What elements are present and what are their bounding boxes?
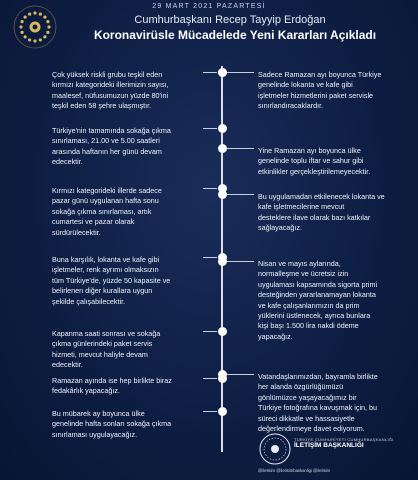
- timeline-dot: [218, 144, 227, 153]
- left-item: [52, 376, 172, 397]
- right-item: [258, 70, 381, 112]
- left-item: [52, 409, 171, 440]
- left-item-line: Bu mübarek ay boyunca ülke: [52, 409, 145, 418]
- left-item: [52, 70, 169, 112]
- left-item-line: arasında haftanın her günü devam: [52, 146, 162, 156]
- president-name: Cumhurbaşkanı Recep Tayyip Erdoğan: [134, 14, 326, 26]
- org-name: [294, 437, 394, 449]
- right-item-line: Nisan ve mayıs aylarında,: [258, 259, 341, 268]
- timeline-dot: [218, 124, 227, 133]
- left-item-line: pazar günü uygulanan hafta sonu: [52, 196, 159, 206]
- timeline-connector: [227, 194, 254, 195]
- left-item-line: genelinde hafta sonları sokağa çıkma: [52, 419, 172, 429]
- right-item-line: ve kafe çalışanlarımızın da prim: [258, 300, 360, 310]
- social-handles: @iletisim @iletisimbaskanligi @iletisim: [258, 468, 331, 473]
- left-item: [52, 329, 160, 371]
- left-item-line: işletmeler, renk ayrımı olmaksızın: [52, 265, 159, 275]
- timeline-connector: [203, 378, 217, 379]
- left-item-line: teşkil eden 58 şehre ulaşmıştır.: [52, 101, 152, 111]
- timeline-connector: [227, 148, 254, 149]
- right-item-line: Sadece Ramazan ayı boyunca Türkiye: [258, 70, 382, 79]
- left-item-line: Çok yüksek riskli grubu teşkil eden: [52, 70, 163, 79]
- right-item-line: genelinde lokanta ve kafe gibi: [258, 80, 353, 90]
- right-item-line: Yine Ramazan ayı boyunca ülke: [258, 146, 361, 155]
- circular-emblem-icon: [258, 432, 292, 466]
- timeline-connector: [227, 72, 254, 73]
- right-item-line: genelinde toplu iftar ve sahur gibi: [258, 156, 364, 166]
- star-emblem-icon: [12, 4, 58, 50]
- date-label: 29 MART 2021 PAZARTESİ: [152, 3, 266, 10]
- org-line-2: İLETİŞİM BAŞKANLIĞI: [294, 442, 364, 449]
- left-item: [52, 126, 171, 168]
- right-item-line: süreci dikkatle ve hassasiyetle: [258, 413, 355, 423]
- left-item: [52, 186, 162, 238]
- right-item-line: Vatandaşlarımızdan, bayramla birlikte: [258, 372, 378, 381]
- left-item-line: sınırlaması, 21.00 ve 5.00 saatleri: [52, 136, 160, 146]
- left-item-line: şekilde çalışabilecektir.: [52, 296, 126, 306]
- timeline-connector: [227, 374, 254, 375]
- timeline-dot: [218, 190, 227, 199]
- right-item: [258, 372, 378, 434]
- left-item-line: sokağa çıkma sınırlaması, artık: [52, 206, 152, 216]
- left-item-line: Kapanma saati sonrası ve sokağa: [52, 329, 161, 338]
- right-item-line: her alanda özgürlüğümüzü: [258, 382, 344, 392]
- timeline-dot: [218, 327, 227, 336]
- left-item-line: Buna karşılık, lokanta ve kafe gibi: [52, 255, 160, 264]
- left-item-line: Ramazan ayında ise hep birlikte biraz: [52, 376, 172, 385]
- timeline-connector: [203, 128, 217, 129]
- right-item-line: Bu uygulamadan etkilenecek lokanta ve: [258, 192, 385, 201]
- org-line-1: TÜRKİYE CUMHURİYETİ CUMHURBAŞKANLIĞI: [294, 437, 394, 442]
- right-item-line: desteklere ilave olarak bazı katkılar: [258, 212, 371, 222]
- right-item-line: yapacağız.: [258, 331, 293, 341]
- page-title: Koronavirüsle Mücadelede Yeni Kararları Açıkladı: [93, 28, 377, 42]
- left-item-line: fedakârlık yapacağız.: [52, 386, 120, 396]
- timeline-dot: [218, 68, 227, 77]
- right-item-line: sınırlandıracaklardır.: [258, 101, 324, 111]
- left-item-line: tüm Türkiye'de, yüzde 50 kapasite ve: [52, 275, 171, 285]
- left-item-line: kırmızı kategorideki illerimizin sayısı,: [52, 80, 169, 90]
- timeline-dot: [218, 257, 227, 266]
- right-item-line: Türkiye fotoğrafına kavuşmak için, bu: [258, 403, 378, 413]
- left-item-line: Kırmızı kategorideki illerde sadece: [52, 186, 162, 195]
- right-item-line: kişi başı 1.500 lira nakdi ödeme: [258, 321, 359, 331]
- timeline-connector: [203, 331, 217, 332]
- timeline-connector: [227, 261, 254, 262]
- left-item-line: edecektir.: [52, 157, 83, 167]
- left-item-line: çıkma günlerindeki paket servis: [52, 339, 153, 349]
- right-item-line: sağlayacağız.: [258, 223, 302, 233]
- right-item: [258, 146, 370, 177]
- timeline-connector: [203, 411, 217, 412]
- left-item: [52, 255, 170, 307]
- left-item-line: sınırlaması uygulayacağız.: [52, 429, 138, 439]
- left-item-line: belirlenen diğer kurallara uygun: [52, 286, 153, 296]
- left-item-line: hizmeti, mevcut haliyle devam: [52, 349, 148, 359]
- timeline-dot: [218, 370, 227, 379]
- right-item-line: uygulaması kapsamında sigorta primi: [258, 279, 378, 289]
- timeline-dot: [218, 407, 227, 416]
- right-item: [258, 192, 385, 234]
- right-item-line: desteğinden yararlanamayan lokanta: [258, 290, 376, 300]
- right-item-line: işletmeler hizmetlerini paket servisle: [258, 90, 374, 100]
- left-item-line: cumartesi ve pazar olarak: [52, 217, 135, 227]
- timeline-connector: [203, 188, 217, 189]
- left-item-line: maalesef, nüfusumuzun yüzde 80'ini: [52, 90, 169, 100]
- timeline-connector: [203, 257, 217, 258]
- right-item: [258, 259, 377, 342]
- right-item-line: etkinlikler gerçekleştirilemeyecektir.: [258, 166, 371, 176]
- left-item-line: edecektir.: [52, 360, 83, 370]
- right-item-line: normalleşme ve ücretsiz izin: [258, 269, 349, 279]
- timeline-connector: [203, 72, 217, 73]
- left-item-line: sürdürülecektir.: [52, 227, 101, 237]
- right-item-line: gönlümüzce yaşayacağımız bir: [258, 392, 357, 402]
- right-item-line: yüklerini üstlenecek, ayrıca bunlara: [258, 311, 371, 321]
- right-item-line: kafe işletmecilerine mevcut: [258, 202, 345, 212]
- right-item-line: değerlendirmeye davet ediyorum.: [258, 424, 365, 434]
- left-item-line: Türkiye'nin tamamında sokağa çıkma: [52, 126, 171, 135]
